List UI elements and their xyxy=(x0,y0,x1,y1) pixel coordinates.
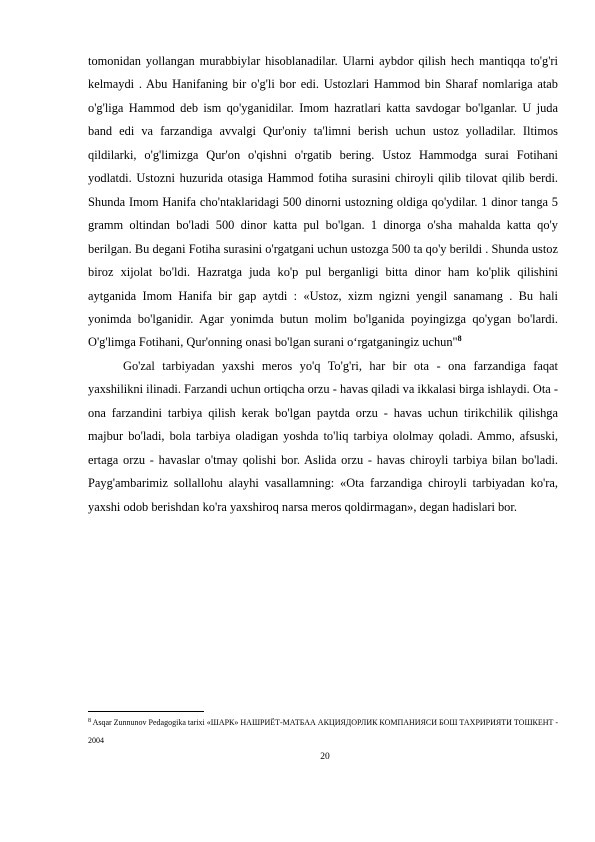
paragraph-2: Go'zal tarbiyadan yaxshi meros yo'q To'g'ri, har bir ota - ona farzandiga faqat yaxshilikni ilinadi. Farzandi uchun ortiqcha orzu - havas qiladi va ikkalasi birga ishlaydi. Ota - ona farzandini tarbiya qilish kerak bo'lgan paytda orzu - havas uchun tirikchilik qilishga majbur bo'ladi, bola tarbiya oladigan yoshda to'liq tarbiya ololmay qoladi. Ammo, afsuski, ertaga orzu - havaslar o'tmay qolishi bor. Aslida orzu - havas chiroyli tarbiya bilan bo'ladi. Payg'ambarimiz sollallohu alayhi vasallamning: «Ota farzandiga chiroyli tarbiyadan ko'ra, yaxshi odob berishdan ko'ra yaxshiroq narsa meros qoldirmagan», degan hadislari bor. xyxy=(88,358,558,514)
footnote-reference: 8 xyxy=(457,334,462,344)
footnote-text: Asqar Zunnunov Pedagogika tarixi «ШАРК» НАШРИЁТ-МАТБАА АКЦИЯДОРЛИК КОМПАНИЯСИ БОШ ТАХРИРИЯТИ ТОШКЕНТ - 2004 xyxy=(88,718,559,745)
body-text xyxy=(88,50,558,519)
footnote xyxy=(88,714,562,750)
paragraph-1-text: tomonidan yollangan murabbiylar hisoblanadilar. Ularni aybdor qilish hech mantiqqa to'g'ri kelmaydi . Abu Hanifaning bir o'g'li bor edi. Ustozlari Hammod bin Sharaf nomlariga atab o'g'liga Hammod deb ism qo'yganidilar. Imom hazratlari katta savdogar bo'lganlar. U juda band edi va farzandiga avvalgi Qur'oniy ta'limni berish uchun ustoz yolladilar. Iltimos qildilarki, o'g'limizga Qur'on o'qishni o'rgatib bering. Ustoz Hammodga surai Fotihani yodlatdi. Ustozni huzurida otasiga Hammod fotiha surasini chiroyli qilib tilovat qilib berdi. Shunda Imom Hanifa cho'ntaklaridagi 500 dinorni ustozning oldiga qo'ydilar. 1 dinor tanga 5 gramm oltindan bo'ladi 500 dinor katta pul bo'lgan. 1 dinorga o'sha mahalda katta qo'y berilgan. Bu degani Fotiha surasini o'rgatgani uchun ustozga 500 ta qo'y berildi . Shunda ustoz biroz xijolat bo'ldi. Hazratga juda ko'p pul berganligi bitta dinor ham ko'plik qilishini aytganida Imom Hanifa bir gap aytdi : «Ustoz, xizm ngizni yengil sanamang . Bu hali yonimda bo'lganidir. Agar yonimda butun molim bo'lganida poyingizga qo'ygan bo'lardi. O'g'limga Fotihani, Qur'onning onasi bo'lgan surani o‘rgatganingiz uchun" xyxy=(88,54,558,350)
paragraph-1 xyxy=(88,50,558,355)
footnote-separator xyxy=(88,711,204,712)
page-number: 20 xyxy=(320,752,330,762)
footnote-marker: 8 xyxy=(88,718,91,724)
